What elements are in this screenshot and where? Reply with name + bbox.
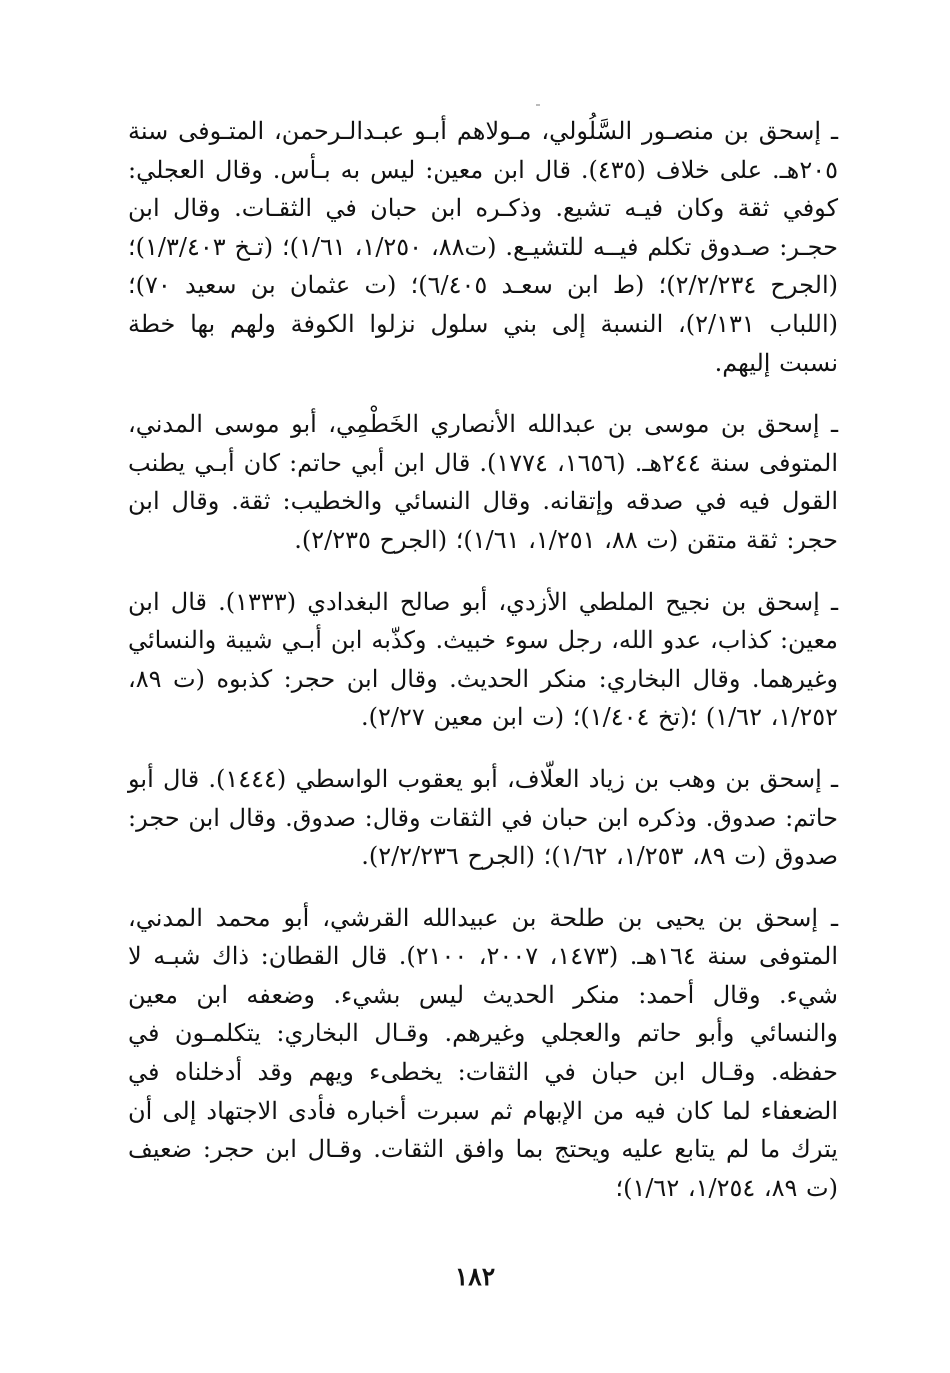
biography-entry <box>128 112 838 382</box>
scan-speck <box>536 104 540 106</box>
entry-text: إسحق بن موسى بن عبدالله الأنصاري الخَطْمِي، أبو موسى المدني، المتوفى سنة ٢٤٤هـ. (١٦٥٦، ١٧٧٤). قال ابن أبي حاتم: كان أبـي يطنب القول فيه في صدقه وإتقانه. وقال النسائي والخطيب: ثقة. وقال ابن حجر: ثقة متقن (ت ٨٨، ١/٢٥١، ١/٦١)؛ (الجرح ٢/٢٣٥). <box>128 410 838 554</box>
biography-entry <box>128 760 838 876</box>
entry-text: إسحق بن وهب بن زياد العلّاف، أبو يعقوب الواسطي (١٤٤٤). قال أبو حاتم: صدوق. وذكره ابن حبان في الثقات وقال: صدوق. وقال ابن حجر: صدوق (ت ٨٩، ١/٢٥٣، ١/٦٢)؛ (الجرح ٢/٢/٢٣٦). <box>128 764 838 871</box>
entry-dash: ـ <box>830 764 839 793</box>
biography-entry <box>128 405 838 559</box>
entry-dash: ـ <box>830 587 838 616</box>
entry-dash: ـ <box>830 410 838 439</box>
page-body <box>128 112 838 1230</box>
biography-entry <box>128 583 838 737</box>
entry-dash: ـ <box>830 903 838 932</box>
entry-text: إسحق بن يحيى بن طلحة بن عبيدالله القرشي، أبو محمد المدني، المتوفى سنة ١٦٤هـ. (١٤٧٣، ٢٠٠٧، ٢١٠٠). قال القطان: ذاك شبـه لا شيء. وقال أحمد: منكر الحديث ليس بشيء. وضعفه ابن معين والنسائي وأبو حاتم والعجلي وغيرهم. وقـال البخاري: يتكلمـون في حفظه. وقـال ابن حبان في الثقات: يخطىء ويهم وقد أدخلناه في الضعفاء لما كان فيه من الإبهام ثم سبرت أخباره فأدى الاجتهاد إلى أن يترك ما لم يتابع عليه ويحتج بما وافق الثقات. وقـال ابن حجر: ضعيف (ت ٨٩، ١/٢٥٤، ١/٦٢)؛ <box>128 903 839 1202</box>
entry-text: إسحق بن منصـور السَّلُولي، مـولاهم أبـو عبـدالـرحمن، المتـوفى سنة ٢٠٥هـ. على خلاف (٤٣٥). قال ابن معين: ليس به بـأس. وقال العجلي: كوفي ثقة وكان فيـه تشيع. وذكـره ابن حبان في الثقـات. وقال ابن حجـر: صـدوق تكلم فيــه للتشيـع. (ت٨٨، ١/٢٥٠، ١/٦١)؛ (تـخ ١/٣/٤٠٣)؛ (الجرح ٢/٢/٢٣٤)؛ (ط ابن سعـد ٦/٤٠٥)؛ (ت عثمان بن سعيد ٧٠)؛ (اللباب ٢/١٣١)، النسبة إلى بني سلول نزلوا الكوفة ولهم بها خطة نسبت إليهم. <box>128 117 838 377</box>
biography-entry <box>128 899 838 1208</box>
page-number: ١٨٢ <box>454 1262 496 1291</box>
entry-dash: ـ <box>830 117 838 145</box>
entry-text: إسحق بن نجيح الملطي الأزدي، أبو صالح البغدادي (١٣٣٣). قال ابن معين: كذاب، عدو الله، رجل سوء خبيث. وكذّبه ابن أبـي شيبة والنسائي وغيرهما. وقال البخاري: منكر الحديث. وقال ابن حجر: كذبوه (ت ٨٩، ١/٢٥٢، ١/٦٢) ؛(تخ ١/٤٠٤)؛ (ت ابن معين ٢/٢٧). <box>128 587 838 732</box>
